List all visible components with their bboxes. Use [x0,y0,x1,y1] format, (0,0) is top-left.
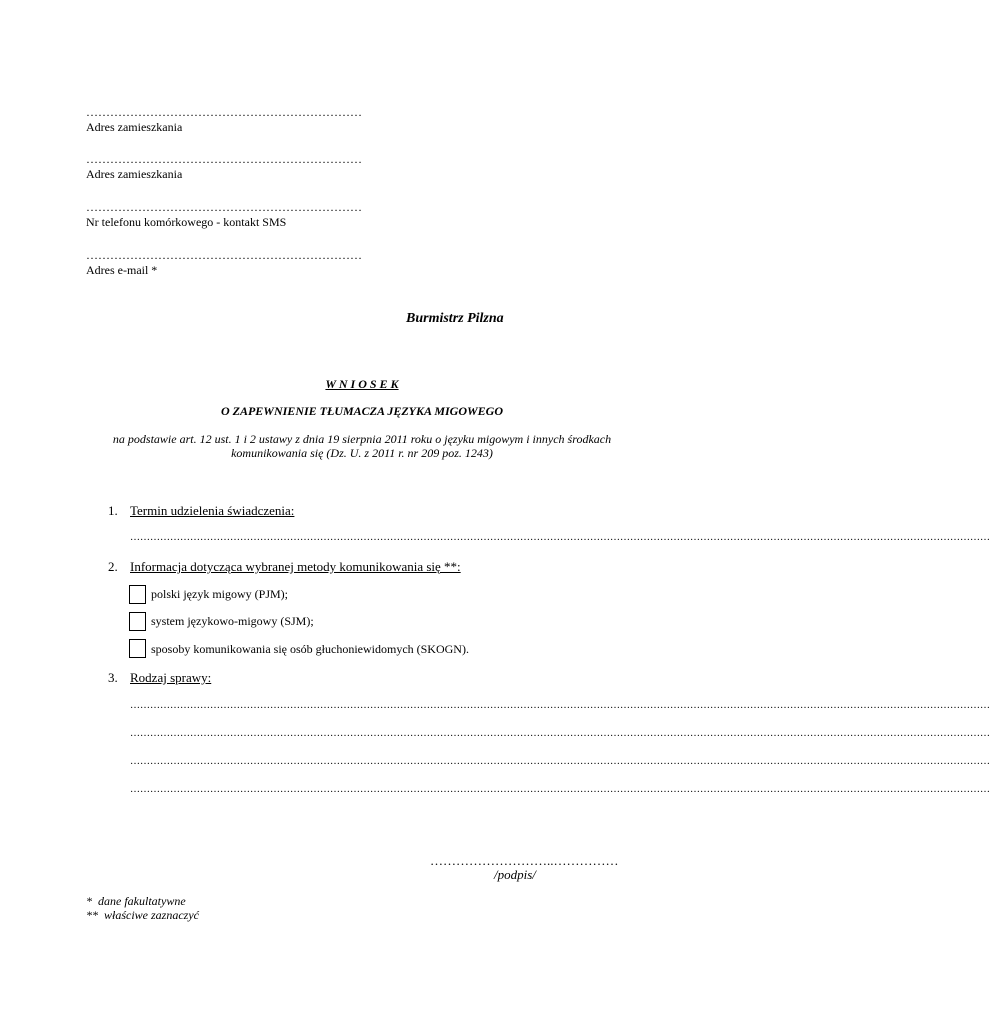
document-subtitle: O ZAPEWNIENIE TŁUMACZA JĘZYKA MIGOWEGO [220,404,504,418]
section-3-fill-line-4[interactable]: …………………………………………………………………………………………………………………………………………………………………………………………………………………………………… [130,784,990,795]
address-line-1-dots[interactable]: …………………………………………………………… [86,105,362,119]
section-2-number: 2. [108,559,118,574]
checkbox-pjm[interactable] [129,585,146,604]
option-pjm-label: polski język migowy (PJM); [151,587,288,601]
option-skogn-label: sposoby komunikowania się osób głuchoniewidomych (SKOGN). [151,642,469,656]
section-2-label: Informacja dotycząca wybranej metody komunikowania się **: [130,559,461,574]
address-label-1: Adres zamieszkania [86,120,183,134]
section-1-label: Termin udzielenia świadczenia: [130,503,295,518]
section-3-fill-line-3[interactable]: …………………………………………………………………………………………………………………………………………………………………………………………………………………………………… [130,756,990,767]
footnote-1: * dane fakultatywne [86,894,186,908]
checkbox-skogn[interactable] [129,639,146,658]
signature-dots[interactable]: ………………………..…………… [430,853,619,868]
phone-label: Nr telefonu komórkowego - kontakt SMS [86,215,287,229]
section-3-fill-line-2[interactable]: …………………………………………………………………………………………………………………………………………………………………………………………………………………………………… [130,728,990,739]
signature-label: /podpis/ [494,867,536,882]
phone-line-dots[interactable]: …………………………………………………………… [86,200,362,214]
addressee: Burmistrz Pilzna [406,311,504,326]
email-label: Adres e-mail * [86,263,158,277]
section-3-fill-line-1[interactable]: …………………………………………………………………………………………………………………………………………………………………………………………………………………………………… [130,700,990,711]
legal-basis-line-1: na podstawie art. 12 ust. 1 i 2 ustawy z dnia 19 sierpnia 2011 roku o języku migowym i innych środkach [112,432,612,446]
email-line-dots[interactable]: …………………………………………………………… [86,248,362,262]
document-title: W N I O S E K [325,377,399,391]
section-3-label: Rodzaj sprawy: [130,670,212,685]
footnote-2: ** właściwe zaznaczyć [86,908,199,922]
option-sjm-label: system językowo-migowy (SJM); [151,614,314,628]
section-3-number: 3. [108,670,118,685]
checkbox-sjm[interactable] [129,612,146,631]
legal-basis-line-2: komunikowania się (Dz. U. z 2011 r. nr 209 poz. 1243) [231,446,493,460]
address-line-2-dots[interactable]: …………………………………………………………… [86,152,362,166]
section-1-number: 1. [108,503,118,518]
section-1-fill-line[interactable]: …………………………………………………………………………………………………………………………………………………………………………………………………………………………………… [130,532,990,543]
address-label-2: Adres zamieszkania [86,167,183,181]
